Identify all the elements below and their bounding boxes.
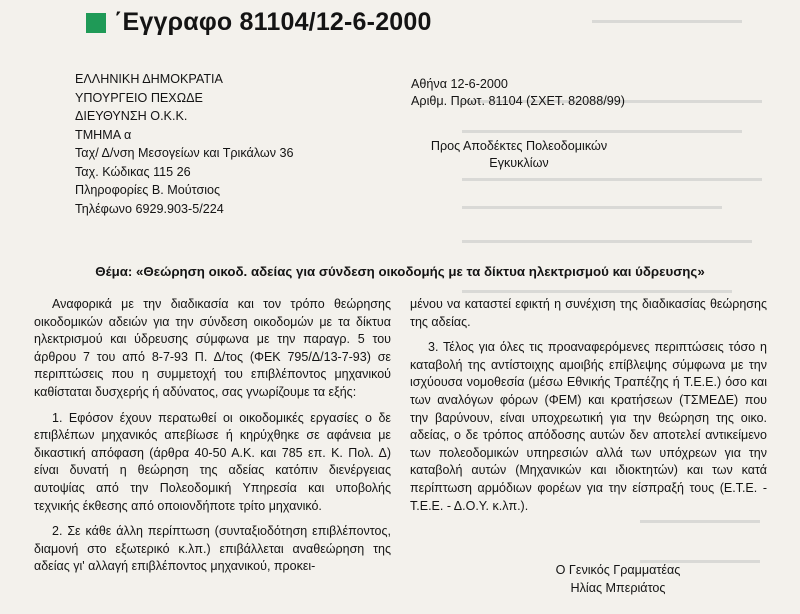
subject-line: Θέμα: «Θεώρηση οικοδ. αδείας για σύνδεση οικοδομής με τα δίκτυα ηλεκτρισμού και ύδρευσης»: [95, 264, 705, 279]
document-title: ΄Εγγραφο 81104/12-6-2000: [114, 8, 432, 36]
sender-line: ΔΙΕΥΘΥΝΣΗ Ο.Κ.Κ.: [75, 109, 188, 123]
sender-line: Πληροφορίες Β. Μούτσιος: [75, 183, 221, 197]
document-heading: [86, 8, 432, 37]
date-line: Αθήνα 12-6-2000: [411, 77, 508, 91]
protocol-line: Αριθμ. Πρωτ. 81104 (ΣΧΕΤ. 82088/99): [411, 94, 625, 108]
body-paragraph: 3. Τέλος για όλες τις προαναφερόμενες περιπτώσεις τόσο η καταβολή της αντίστοιχης αμοιβής επίβλεψης σύμφωνα με την ισχύουσα νομοθεσία (μέσω Εθνικής Τραπέζης ή Τ.Ε.Ε.) όσο και των αναλόγων φόρων (ΦΕΜ) και κρατήσεων (ΤΣΜΕΔΕ) που την βαρύνουν, είναι υποχρεωτική για την θεώρηση της οικο. αδείας, ο δε τρόπος απόδοσης αυτών δεν αποτελεί αντικείμενο των πολεοδομικών υπηρεσιών αλλά των υπόχρεων για την καταβολή αυτών (Μηχανικών και ιδιοκτητών) και των κατά περίπτωση αρμόδιων φορέων για την είσπραξή τους (Ε.Τ.Ε. - Τ.Ε.Ε. - Δ.Ο.Υ. κ.λπ.).: [410, 340, 767, 513]
signatory-name: Ηλίας Μπεριάτος: [570, 581, 666, 595]
sender-line: Ταχ/ Δ/νση Μεσογείων και Τρικάλων 36: [75, 146, 294, 160]
sender-line: Τηλέφωνο 6929.903-5/224: [75, 201, 224, 216]
right-column: [410, 296, 767, 515]
recipient-line: Εγκυκλίων: [489, 156, 549, 170]
green-square-icon: [86, 13, 106, 33]
sender-line: ΥΠΟΥΡΓΕΙΟ ΠΕΧΩΔΕ: [75, 90, 203, 105]
body-paragraph: Αναφορικά με την διαδικασία και τον τρόπο θεώρησης οικοδομικών αδειών για την σύνδεση οικοδομών με τα δίκτυα ηλεκτρισμού και ύδρευσης σύμφωνα με την παραγρ. 5 του άρθρου 7 του από 8-7-93 Π. Δ/τος (ΦΕΚ 795/Δ/13-7-93) σε περιπτώσεις που η συμμετοχή του επιβλέποντος μηχανικού καθίσταται δυσχερής ή αδύνατος, σας γνωρίζουμε τα εξής:: [34, 297, 391, 399]
sender-line: ΤΜΗΜΑ α: [75, 127, 132, 142]
signatory-title: Ο Γενικός Γραμματέας: [555, 563, 681, 577]
recipient-line: Προς Αποδέκτες Πολεοδομικών: [430, 139, 608, 153]
date-and-protocol: [411, 76, 625, 110]
sender-line: ΕΛΛΗΝΙΚΗ ΔΗΜΟΚΡΑΤΙΑ: [75, 72, 223, 86]
body-paragraph: 1. Εφόσον έχουν περατωθεί οι οικοδομικές εργασίες ο δε επιβλέπων μηχανικός απεβίωσε ή κηρύχθηκε σε αφάνεια με δικαστική απόφαση (άρθρα 40-50 Α.Κ. και 785 επ. Κ. Πολ. Δ) είναι δυνατή η θεώρηση της αδείας κατόπιν διενέργειας αυτοψίας από την Πολεοδομική Υπηρεσία και υποβολής τεχνικής έκθεσης από οποιονδήποτε τρίτο μηχανικό.: [34, 410, 391, 513]
sender-block: [75, 70, 294, 218]
body-paragraph-continuation: μένου να καταστεί εφικτή η συνέχιση της διαδικασίας θεώρησης της αδείας.: [410, 297, 767, 329]
signature-block: [498, 561, 738, 597]
body-paragraph: 2. Σε κάθε άλλη περίπτωση (συνταξιοδότηση επιβλέποντος, διαμονή στο εξωτερικό κ.λπ.) επιβάλλεται αναθεώρηση της αδείας γι' αλλαγή επιβλέποντος μηχανικού, προκει-: [34, 524, 391, 574]
recipient-block: [429, 138, 609, 172]
sender-line: Ταχ. Κώδικας 115 26: [75, 164, 191, 179]
left-column: [34, 296, 391, 576]
